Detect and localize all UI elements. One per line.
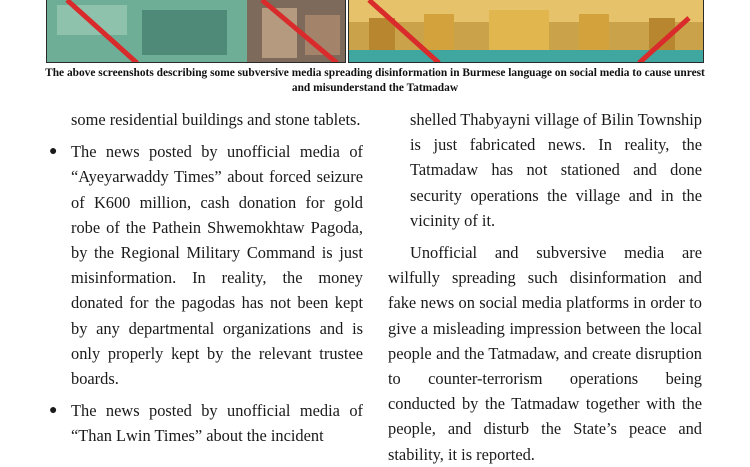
continuation-text: shelled Thabyayni village of Bilin Township is just fabricated news. In reality, the Tatmadaw has not stationed and done security operations the village and in the vicinity of it. [410,110,702,230]
screenshot-image-right [348,0,704,63]
continuation-text: some residential buildings and stone tablets. [71,110,361,129]
left-column [48,107,363,449]
bullet-icon: ● [49,403,58,419]
body-paragraph: Unofficial and subversive media are wilfully spreading such disinformation and fake news on social media platforms in order to give a misleading impression between the local people and the Tatmadaw, and create disruption to counter-terrorism operations being conducted by the Tatmadaw together with the people, and disturb the State’s peace and stability, it is reported. [388,243,702,464]
bullet-item [48,139,363,391]
right-column [388,107,702,467]
bullet-text: The news posted by unofficial media of “Ayeyarwaddy Times” about forced seizure of K600 million, cash donation for gold robe of the Pathein Shwemokhtaw Pagoda, by the Regional Military Command is just misinformation. In reality, the money donated for the pagodas has not been kept by any departmental organizations and is only properly kept by the relevant trustee boards. [71,142,363,389]
bullet-icon: ● [49,144,58,160]
bullet-text: The news posted by unofficial media of “Than Lwin Times” about the incident [71,401,363,446]
bullet-item [48,398,363,448]
screenshot-strip [46,0,704,63]
screenshot-image-left [46,0,346,63]
figure-caption: The above screenshots describing some subversive media spreading disinformation in Burmese language on social media to cause unrest and misunderstand the Tatmadaw [45,67,705,94]
